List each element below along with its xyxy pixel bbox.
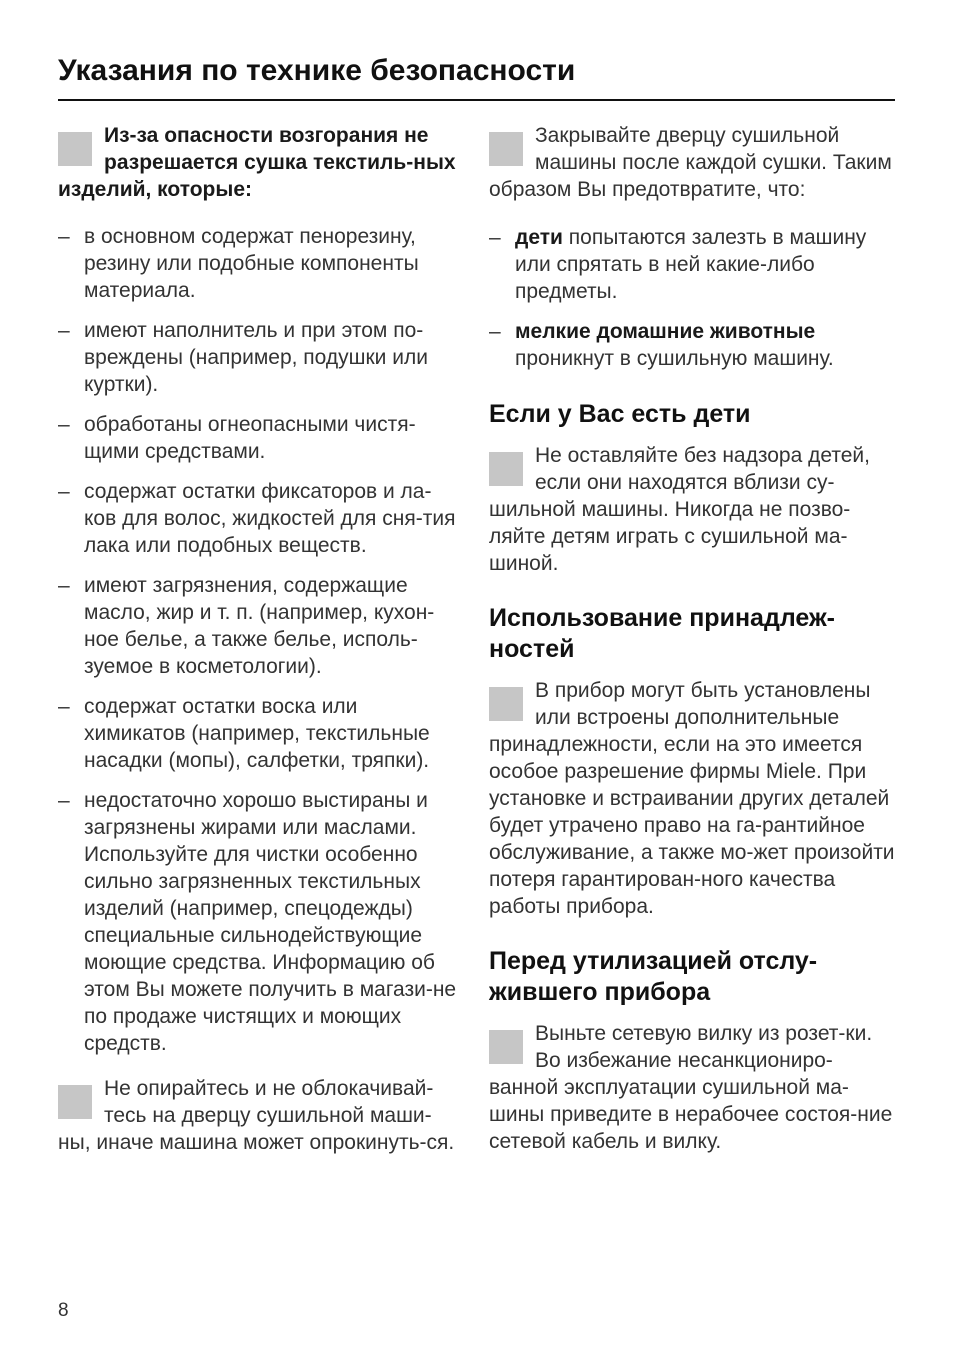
door-lean-warning (58, 1075, 463, 1156)
page-number: 8 (58, 1300, 69, 1321)
door-close-text: Закрывайте дверцу сушильной машины после каждой сушки. Таким образом Вы предотвратите, что: (489, 124, 892, 201)
disposal-heading: Перед утилизацией отслу-жившего прибора (489, 947, 818, 1006)
door-close-note (489, 122, 899, 203)
list-item: – имеют наполнитель и при этом по-вреждены (например, подушки или куртки). (58, 319, 428, 396)
list-item: – содержат остатки воска или химикатов (например, текстильные насадки (мопы), салфетки, тряпки). (58, 695, 430, 772)
disposal-text: Выньте сетевую вилку из розет-ки. Во избежание несанкциониро-ванной эксплуатации сушильной ма-шины приведите в нерабочее состоя-ние сетевой кабель и вилку. (489, 1022, 893, 1153)
warning-square-icon (489, 1030, 523, 1064)
door-lean-warning-text: Не опирайтесь и не облокачивай-тесь на дверцу сушильной маши-ны, иначе машина может опрокинуть-ся. (58, 1077, 455, 1154)
list-item: – мелкие домашние животные проникнут в сушильную машину. (489, 320, 834, 370)
list-item: – в основном содержат пенорезину, резину или подобные компоненты материала. (58, 225, 419, 302)
warning-square-icon (489, 452, 523, 486)
accessories-text: В прибор могут быть установлены или встроены дополнительные принадлежности, если на это имеется особое разрешение фирмы Miele. При установке и встраивании других деталей будет утрачено право на га-рантийное обслуживание, а также мо-жет произойти потеря гарантирован-ного качества работы прибора. (489, 679, 895, 918)
fire-warning-list (58, 223, 463, 1057)
children-heading: Если у Вас есть дети (489, 400, 751, 428)
list-item: – обработаны огнеопасными чистя-щими средствами. (58, 413, 416, 463)
page-title: Указания по технике безопасности (58, 54, 576, 87)
list-item: – имеют загрязнения, содержащие масло, жир и т. п. (например, кухон-ное белье, а также белье, исполь-зуемое в косметологии). (58, 574, 435, 678)
left-column (58, 122, 463, 1156)
list-item: – содержат остатки фиксаторов и ла-ков для волос, жидкостей для сня-тия лака или подобных веществ. (58, 480, 456, 557)
warning-square-icon (58, 132, 92, 166)
fire-warning-text: Из-за опасности возгорания не разрешается сушка текстиль-ных изделий, которые: (58, 124, 456, 201)
list-item: – недостаточно хорошо выстираны и загрязнены жирами или маслами. Используйте для чистки особенно сильно загрязненных текстильных изделий (например, спецодежды) специальные сильнодействующие моющие средства. Информацию об этом Вы можете получить в магази-не по продаже чистящих и моющих средств. (58, 789, 457, 1055)
list-item: – дети попытаются залезть в машину или спрятать в ней какие-либо предметы. (489, 226, 867, 303)
right-column (489, 122, 899, 1155)
warning-square-icon (58, 1085, 92, 1119)
children-text: Не оставляйте без надзора детей, если они находятся вблизи су-шильной машины. Никогда не позво-ляйте детям играть с сушильной ма-шиной. (489, 444, 870, 575)
warning-square-icon (489, 687, 523, 721)
children-note (489, 442, 899, 577)
disposal-note (489, 1020, 899, 1155)
fire-warning (58, 122, 463, 203)
accessories-heading: Использование принадлеж-ностей (489, 604, 835, 663)
accessories-note (489, 677, 899, 920)
title-divider (58, 99, 895, 101)
warning-square-icon (489, 132, 523, 166)
door-close-list (489, 224, 899, 372)
